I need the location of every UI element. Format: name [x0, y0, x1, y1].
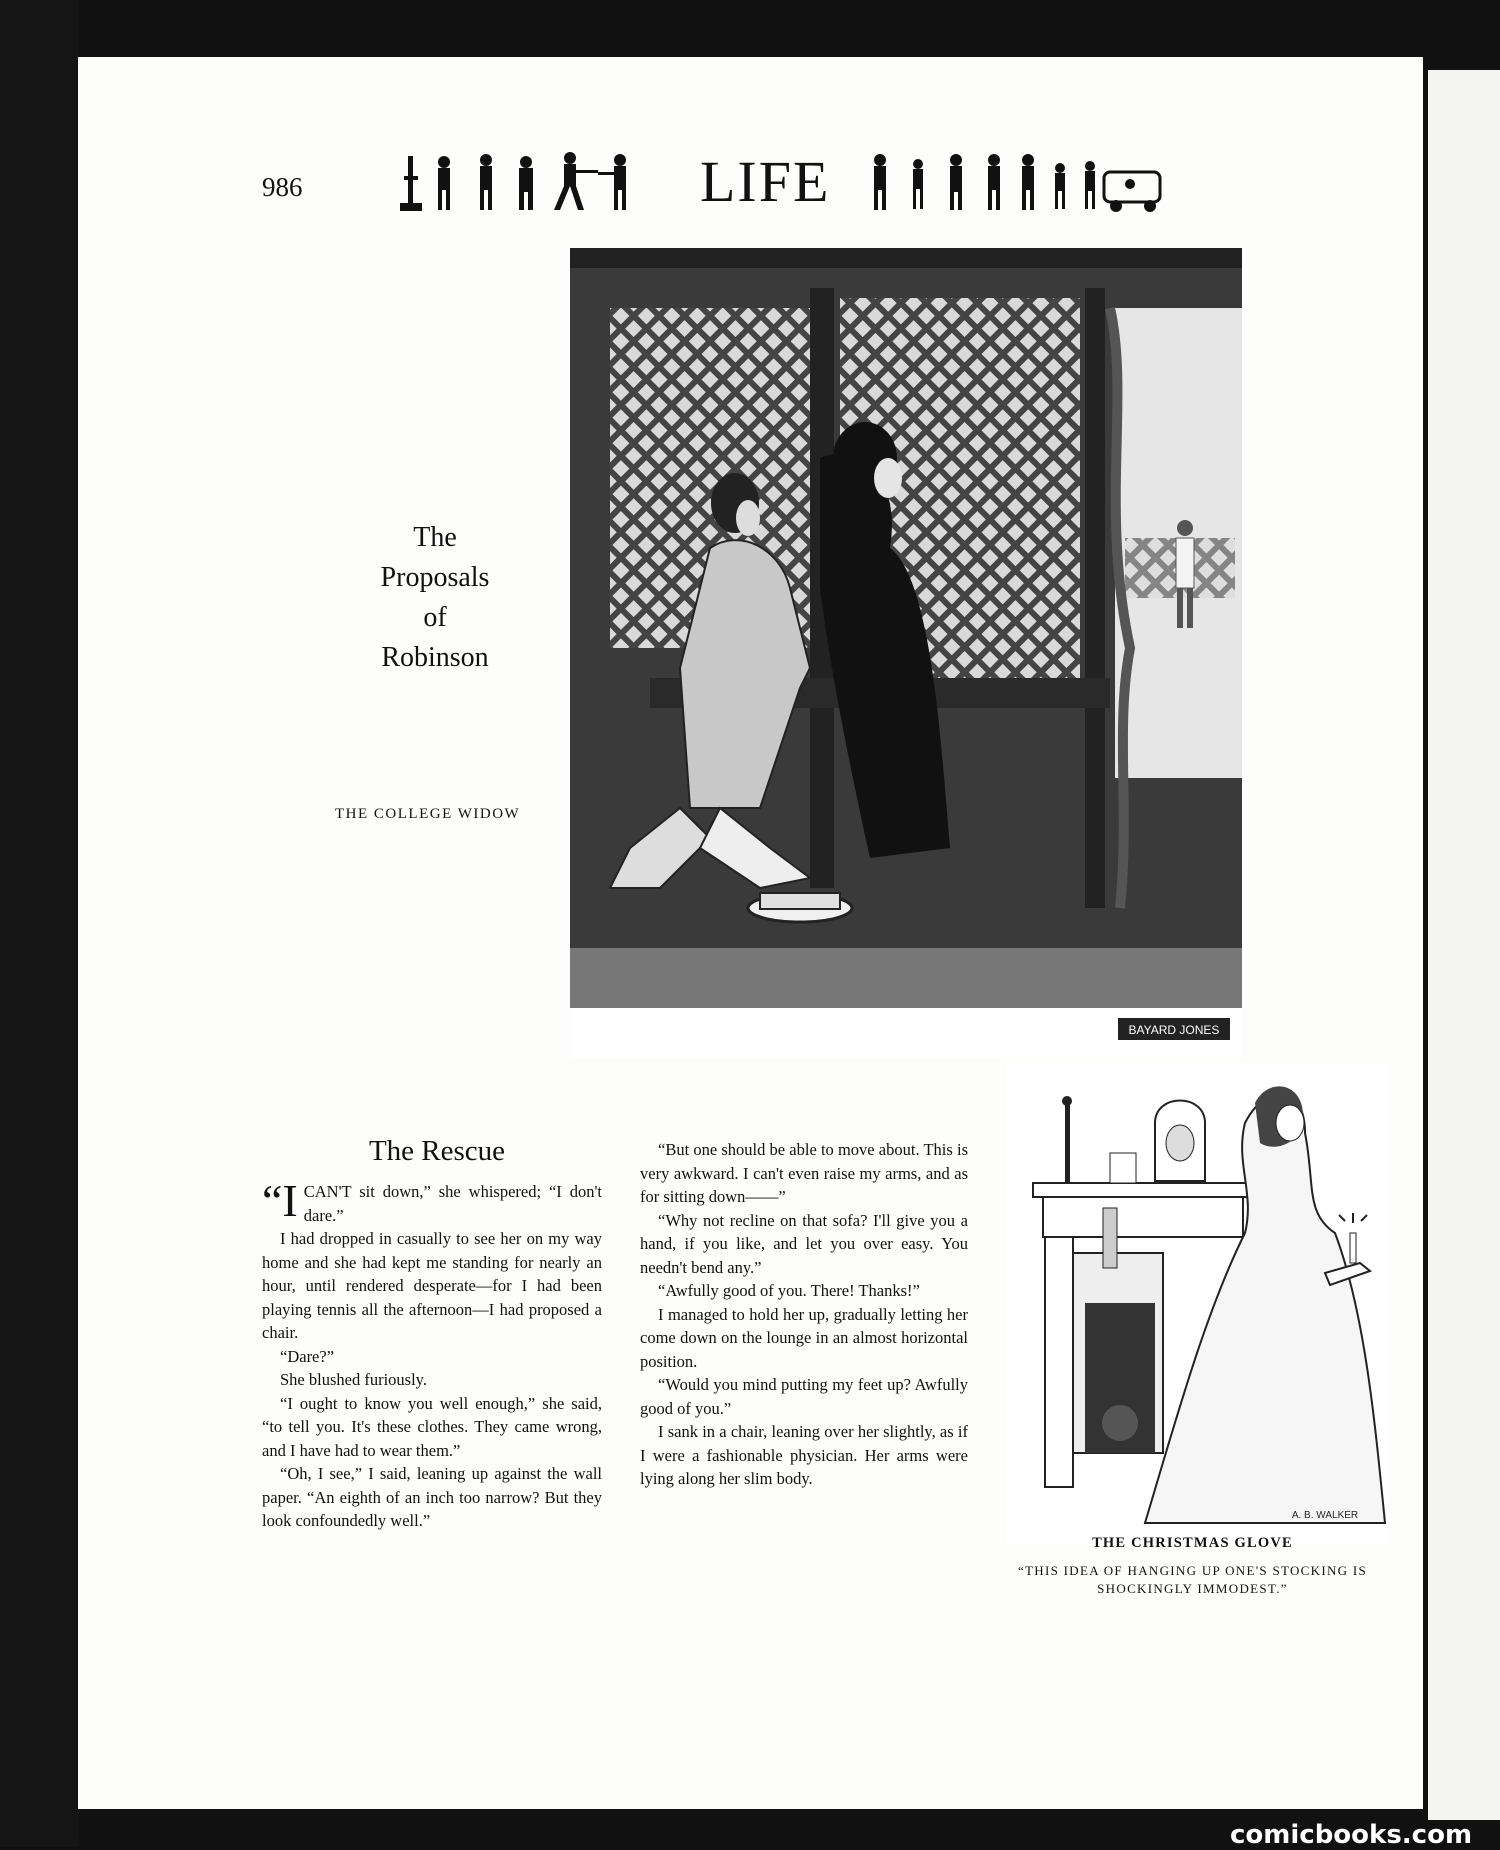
page-number: 986 — [262, 172, 303, 202]
article-paragraph: I managed to hold her up, gradually letting her come down on the lounge in an almost horizontal position. — [640, 1304, 968, 1371]
facing-page-edge — [1428, 70, 1500, 1820]
artist-signature: BAYARD JONES — [1128, 1023, 1220, 1037]
cartoon-title: THE CHRISTMAS GLOVE — [1092, 1535, 1293, 1551]
story-title — [370, 518, 500, 678]
cartoon-quote: “THIS IDEA OF HANGING UP ONE'S STOCKING IS SHOCKINGLY IMMODEST.” — [1017, 1563, 1368, 1596]
article-paragraph: I sank in a chair, leaning over her slightly, as if I were a fashionable physician. Her arms were lying along her slim body. — [640, 1422, 968, 1488]
illustration-caption: THE COLLEGE WIDOW — [335, 806, 521, 822]
story-title-line: Robinson — [381, 642, 489, 673]
story-title-line: of — [423, 602, 447, 633]
article-paragraph: “Awfully good of you. There! Thanks!” — [658, 1281, 920, 1300]
article-paragraph: “But one should be able to move about. This is very awkward. I can't even raise my arms, and as for sitting down——” — [640, 1140, 968, 1206]
drop-cap: “I — [262, 1175, 298, 1226]
masthead — [398, 148, 1168, 218]
article-heading: The Rescue — [368, 1135, 506, 1167]
article-paragraph: “Why not recline on that sofa? I'll give you a hand, if you like, and let you over easy. You needn't bend any.” — [640, 1210, 968, 1277]
article-paragraph: I had dropped in casually to see her on my way home and she had kept me standing for nearly an hour, until rendered desperate—for I had been playing tennis all the afternoon—I had proposed a chair. — [262, 1229, 602, 1342]
article-paragraph: “Dare?” — [280, 1346, 335, 1366]
college-widow-illustration — [570, 248, 1242, 1058]
masthead-figures-right — [868, 148, 1168, 218]
article-paragraph — [262, 1175, 602, 1227]
masthead-figures-left — [398, 148, 698, 218]
article-column-1 — [262, 1175, 602, 1533]
binding-edge — [0, 0, 78, 1847]
article-paragraph: “I ought to know you well enough,” she said, “to tell you. It's these clothes. They came wrong, and I have had to wear them.” — [262, 1393, 602, 1460]
article-paragraph: She blushed furiously. — [280, 1370, 427, 1389]
article-column-2 — [640, 1138, 968, 1491]
glove-artist-signature: A. B. WALKER — [1291, 1510, 1359, 1521]
story-title-line: The — [413, 522, 457, 553]
first-paragraph-text: CAN'T sit down,” she whispered; “I don't dare.” — [303, 1182, 602, 1225]
article-paragraph: “Oh, I see,” I said, leaning up against the wall paper. “An eighth of an inch too narrow? But they look confoundedly well.” — [262, 1464, 602, 1530]
article-paragraph: “Would you mind putting my feet up? Awfully good of you.” — [640, 1375, 968, 1418]
site-watermark: comicbooks.com — [1230, 1820, 1473, 1850]
magazine-title: LIFE — [700, 149, 831, 214]
christmas-glove-illustration — [1005, 1063, 1390, 1545]
story-title-line: Proposals — [380, 562, 490, 593]
